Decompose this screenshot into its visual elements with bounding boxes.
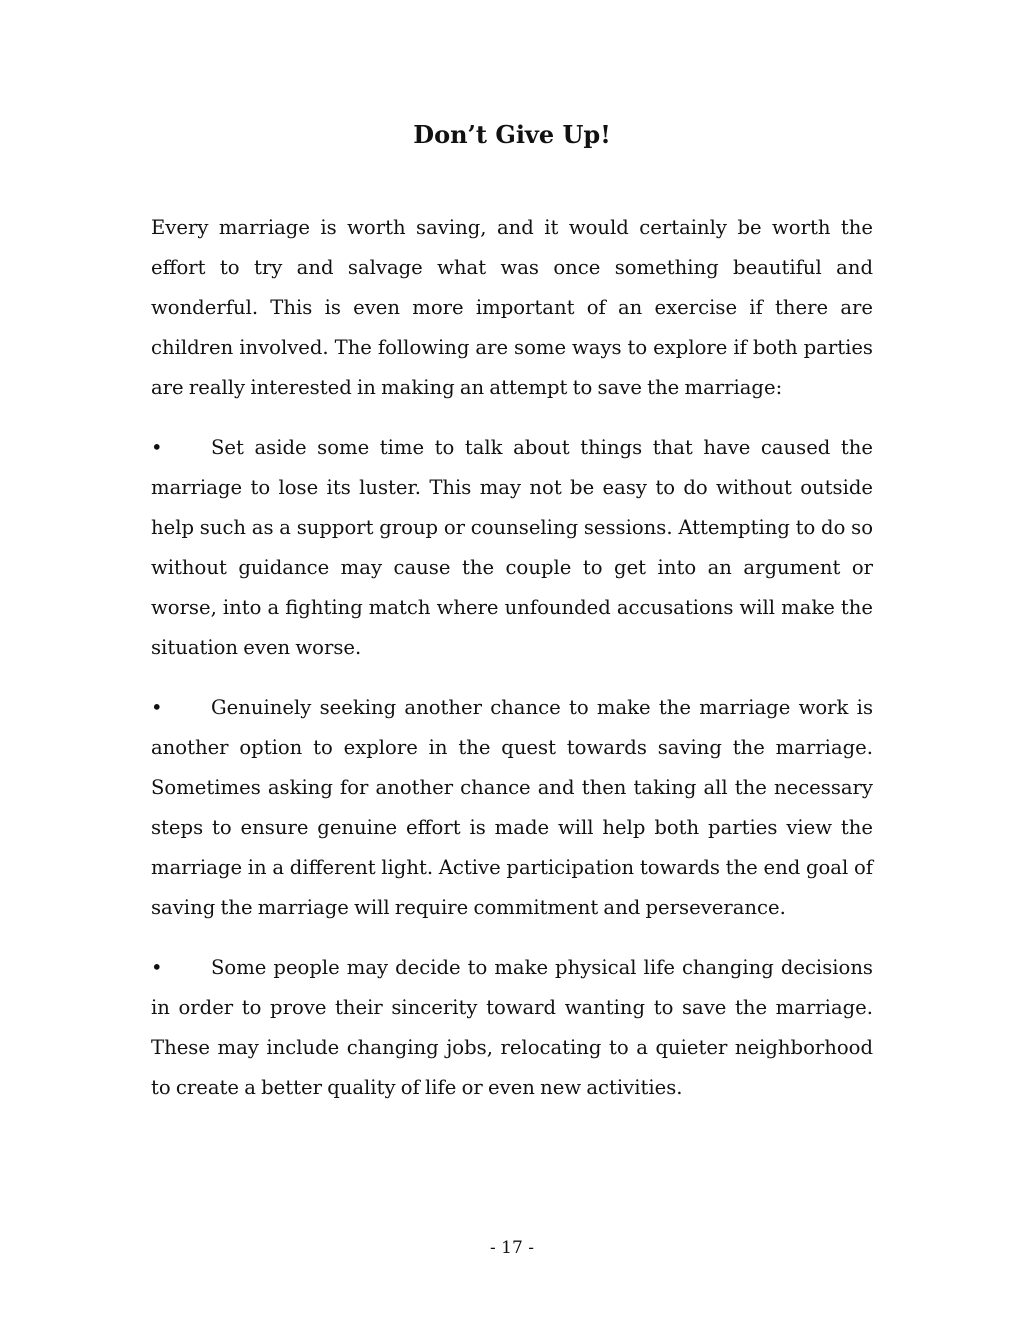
intro-paragraph: Every marriage is worth saving, and it would certainly be worth the effort to try and salvage what was once something beautiful and wonderful. This is even more important of an exercise if there are children involved. The following are some ways to explore if both parties are really interested in making an attempt to save the marriage: xyxy=(151,216,873,399)
bullet-item xyxy=(151,688,873,928)
page-title: Don’t Give Up! xyxy=(413,120,611,149)
bullet-item xyxy=(151,428,873,668)
bullet-text: Set aside some time to talk about things that have caused the marriage to lose its luster. This may not be easy to do without outside help such as a support group or counseling sessions. Attempting to do so without guidance may cause the couple to get into an argument or worse, into a fighting match where unfounded accusations will make the situation even worse. xyxy=(151,436,873,659)
bullet-text: Some people may decide to make physical life changing decisions in order to prove their sincerity toward wanting to save the marriage. These may include changing jobs, relocating to a quieter neighborhood to create a better quality of life or even new activities. xyxy=(151,956,873,1099)
bullet-icon: • xyxy=(151,436,163,459)
bullet-icon: • xyxy=(151,956,163,979)
bullet-item xyxy=(151,948,873,1108)
bullet-text: Genuinely seeking another chance to make the marriage work is another option to explore in the quest towards saving the marriage. Sometimes asking for another chance and then taking all the necessary steps to ensure genuine effort is made will help both parties view the marriage in a different light. Active participation towards the end goal of saving the marriage will require commitment and perseverance. xyxy=(151,696,873,919)
body-content xyxy=(151,208,873,1108)
bullet-icon: • xyxy=(151,696,163,719)
page-number: - 17 - xyxy=(490,1238,534,1258)
